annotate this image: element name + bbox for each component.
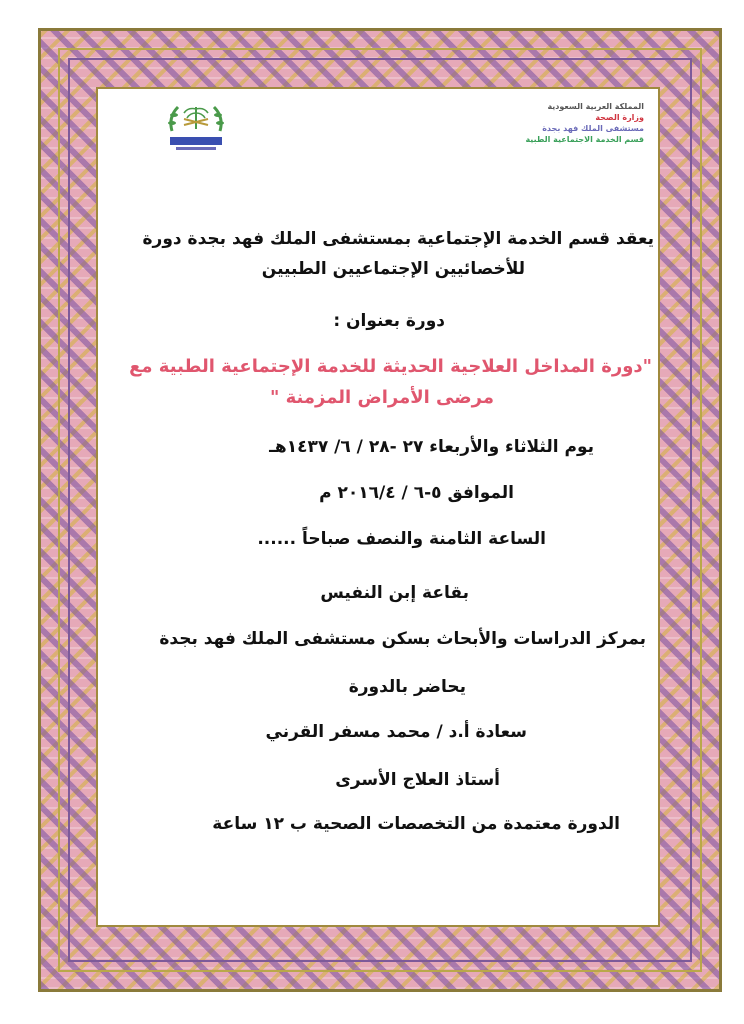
gregorian-date: الموافق ٥-٦ / ٢٠١٦/٤ م	[319, 483, 514, 503]
venue-hall: بقاعة إبن النفيس	[320, 583, 469, 603]
lecturer-name: سعادة أ.د / محمد مسفر القرني	[265, 722, 527, 742]
session-time: الساعة الثامنة والنصف صباحاً ......	[257, 529, 546, 549]
intro-line-1: يعقد قسم الخدمة الإجتماعية بمستشفى الملك فهد بجدة دورة	[142, 229, 654, 249]
ministry-of-health-emblem-icon	[158, 95, 234, 157]
hijri-date: يوم الثلاثاء والأربعاء ٢٧ -٢٨ / ٦/ ١٤٣٧هـ	[269, 437, 594, 457]
certificate-page	[96, 87, 660, 927]
course-title-line-2: مرضى الأمراض المزمنة "	[269, 387, 494, 408]
intro-line-2: للأخصائيين الإجتماعيين الطبيين	[261, 259, 525, 279]
lecturer-intro: يحاضر بالدورة	[348, 677, 466, 697]
course-label: دورة بعنوان :	[333, 311, 445, 331]
header-kingdom: المملكة العربية السعودية	[547, 102, 644, 111]
course-title-line-1: "دورة المداخل العلاجية الحديثة للخدمة الإجتماعية الطبية مع	[129, 356, 652, 377]
header-hospital: مستشفى الملك فهد بجدة	[542, 124, 644, 133]
venue-center: بمركز الدراسات والأبحاث بسكن مستشفى الملك فهد بجدة	[159, 629, 646, 649]
accreditation-note: الدورة معتمدة من التخصصات الصحية ب ١٢ ساعة	[212, 814, 620, 834]
header-ministry: وزارة الصحة	[595, 113, 644, 122]
header-department: قسم الخدمة الاجتماعية الطبية	[525, 135, 644, 144]
lecturer-title: أستاذ العلاج الأسرى	[335, 770, 500, 790]
header-block	[525, 101, 644, 145]
